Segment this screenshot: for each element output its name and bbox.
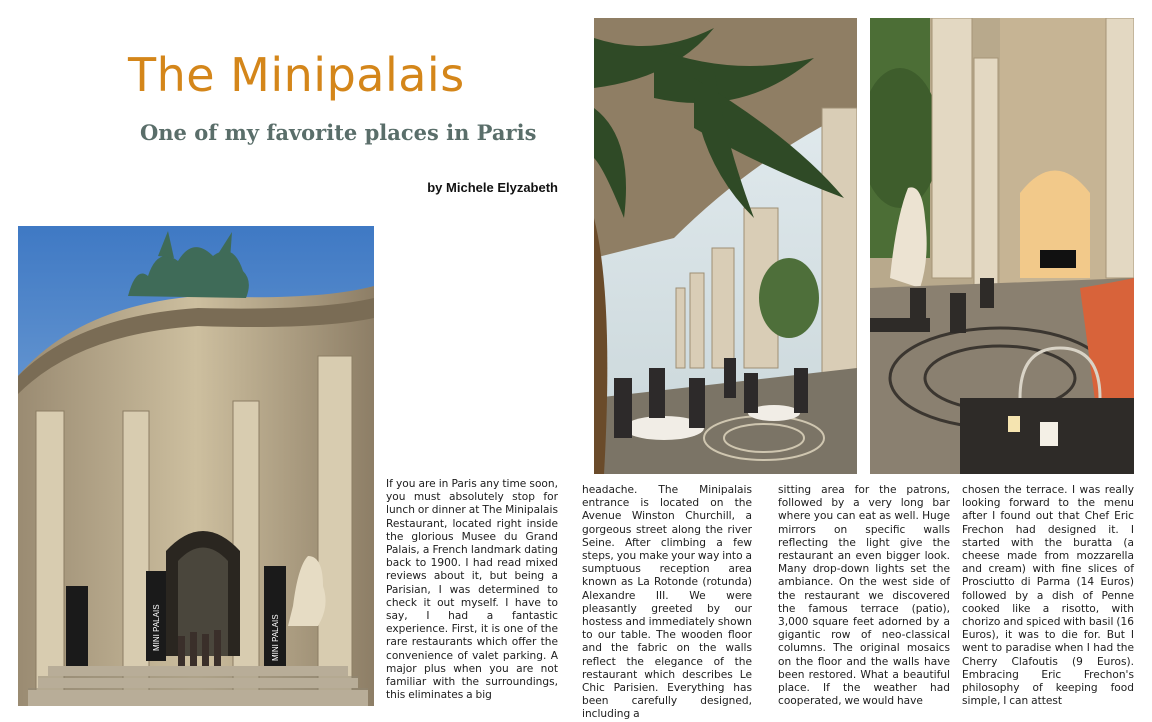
terrace-photo [870,18,1134,474]
facade-sign-right: MINI PALAIS [271,614,280,661]
article-title: The Minipalais [128,48,465,102]
article-column-2: headache. The Minipalais entrance is located on the Avenue Winston Churchill, a gorgeous street along the river Seine. After climbing a few steps, you make your way into a sumptuous reception area known as La Rotonde (rotunda) Alexandre III. We were pleasantly greeted by our hostess and immediately shown to our table. The wooden floor and the fabric on the walls reflect the elegance of the restaurant which describes Le Chic Parisien. Everything has been carefully designed, including a [582,484,752,721]
article-column-1: If you are in Paris any time soon, you must absolutely stop for lunch or dinner at The Minipalais Restaurant, located right inside the glorious Musee du Grand Palais, a French landmark dating back to 1900. I had read mixed reviews about it, but being a Parisian, I was determined to check it out myself. I have to say, I had a fantastic experience. First, it is one of the rare restaurants which offer the convenience of valet parking. A major plus when you are not familiar with the surroundings, this eliminates a big [386,478,558,702]
facade-photo [18,226,374,706]
facade-sign-left: MINI PALAIS [152,604,161,651]
article-column-4: chosen the terrace. I was really looking forward to the menu after I found out that Chef Eric Frechon had designed it. I started with the buratta (a cheese made from mozzarella and cream) with fine slices of Prosciutto di Parma (14 Euros) followed by a dish of Penne cooked like a risotto, with chorizo and spiced with basil (16 Euros), it was to die for. But I went to paradise when I had the Cherry Clafoutis (9 Euros). Embracing Eric Frechon's philosophy of keeping food simple, I can attest [962,484,1134,708]
colonnade-photo [594,18,857,474]
author-byline: by Michele Elyzabeth [427,180,558,195]
article-column-3: sitting area for the patrons, followed by a very long bar where you can eat as well. Huge mirrors on specific walls reflecting the light give the restaurant an even bigger look. Many drop-down lights set the ambiance. On the west side of the restaurant we discovered the famous terrace (patio), 3,000 square feet adorned by a gigantic row of neo-classical columns. The original mosaics on the floor and the walls have been restored. What a beautiful place. If the weather had cooperated, we would have [778,484,950,708]
article-subtitle: One of my favorite places in Paris [140,120,537,145]
